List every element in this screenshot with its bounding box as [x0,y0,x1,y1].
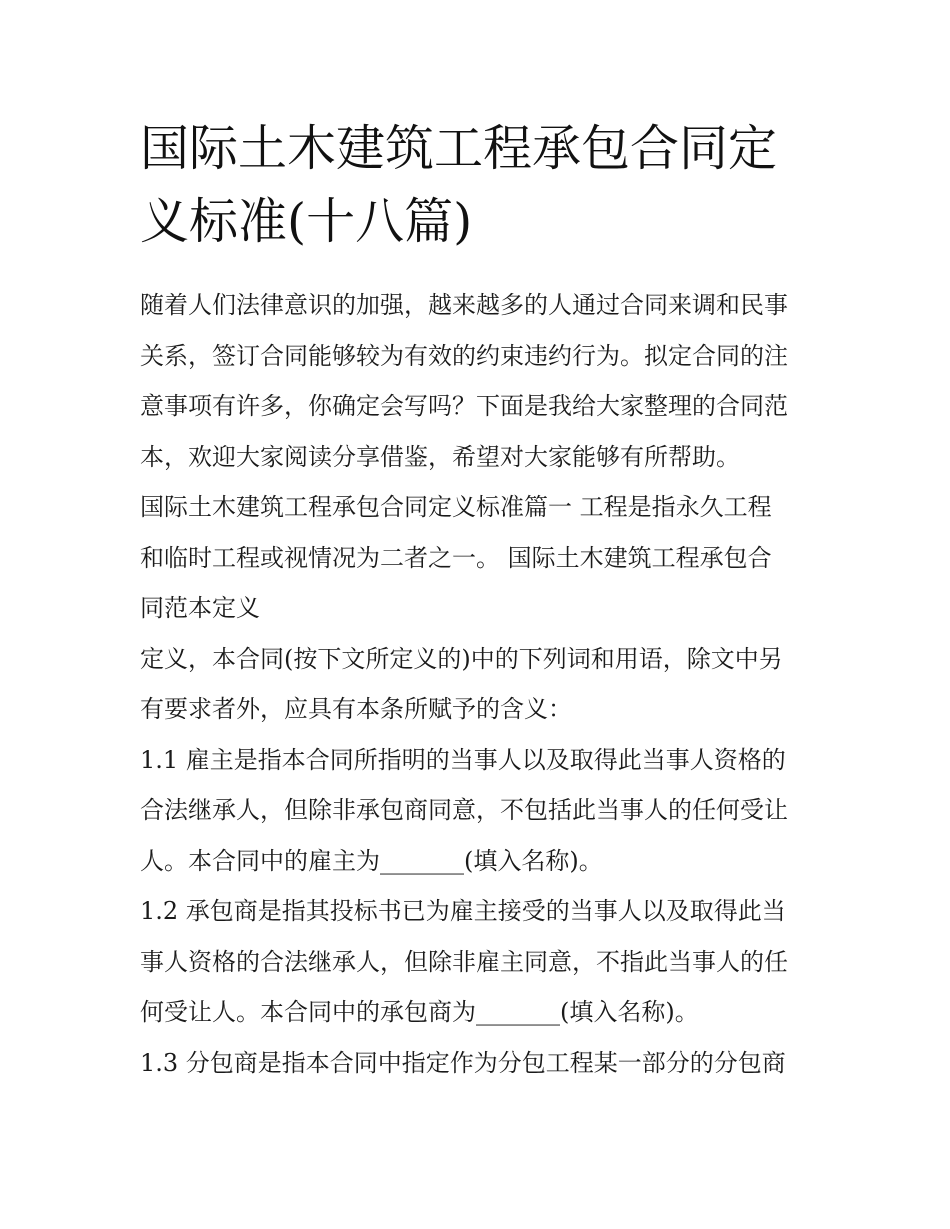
body-line: 随着人们法律意识的加强，越来越多的人通过合同来调和民事 [140,291,788,319]
document-body [140,280,830,1088]
body-line: 有要求者外，应具有本条所赋予的含义： [140,695,572,723]
body-line: 1.3 分包商是指本合同中指定作为分包工程某一部分的分包商 [140,1048,786,1077]
body-line: 关系，签订合同能够较为有效的约束违约行为。拟定合同的注 [140,341,788,370]
body-line: 国际土木建筑工程承包合同定义标准篇一 工程是指永久工程 [140,493,772,521]
page-title [140,112,820,258]
body-line: 本，欢迎大家阅读分享借鉴，希望对大家能够有所帮助。 [140,442,740,471]
title-line-1: 国际土木建筑工程承包合同定 [140,120,778,177]
body-line: 1.1 雇主是指本合同所指明的当事人以及取得此当事人资格的 [140,745,786,774]
title-line-2: 义标准(十八篇) [140,193,473,250]
body-line: 合法继承人，但除非承包商同意，不包括此当事人的任何受让 [140,796,788,824]
body-line: 何受让人。本合同中的承包商为_______(填入名称)。 [140,998,699,1026]
body-line: 人。本合同中的雇主为_______(填入名称)。 [140,846,603,875]
body-line: 同范本定义 [140,594,260,622]
body-line: 定义，本合同(按下文所定义的)中的下列词和用语，除文中另 [140,644,783,673]
body-line: 意事项有许多，你确定会写吗？下面是我给大家整理的合同范 [140,392,788,420]
body-line: 事人资格的合法继承人，但除非雇主同意，不指此当事人的任 [140,947,788,976]
body-line: 1.2 承包商是指其投标书已为雇主接受的当事人以及取得此当 [140,897,786,925]
body-line: 和临时工程或视情况为二者之一。 国际土木建筑工程承包合 [140,543,772,572]
